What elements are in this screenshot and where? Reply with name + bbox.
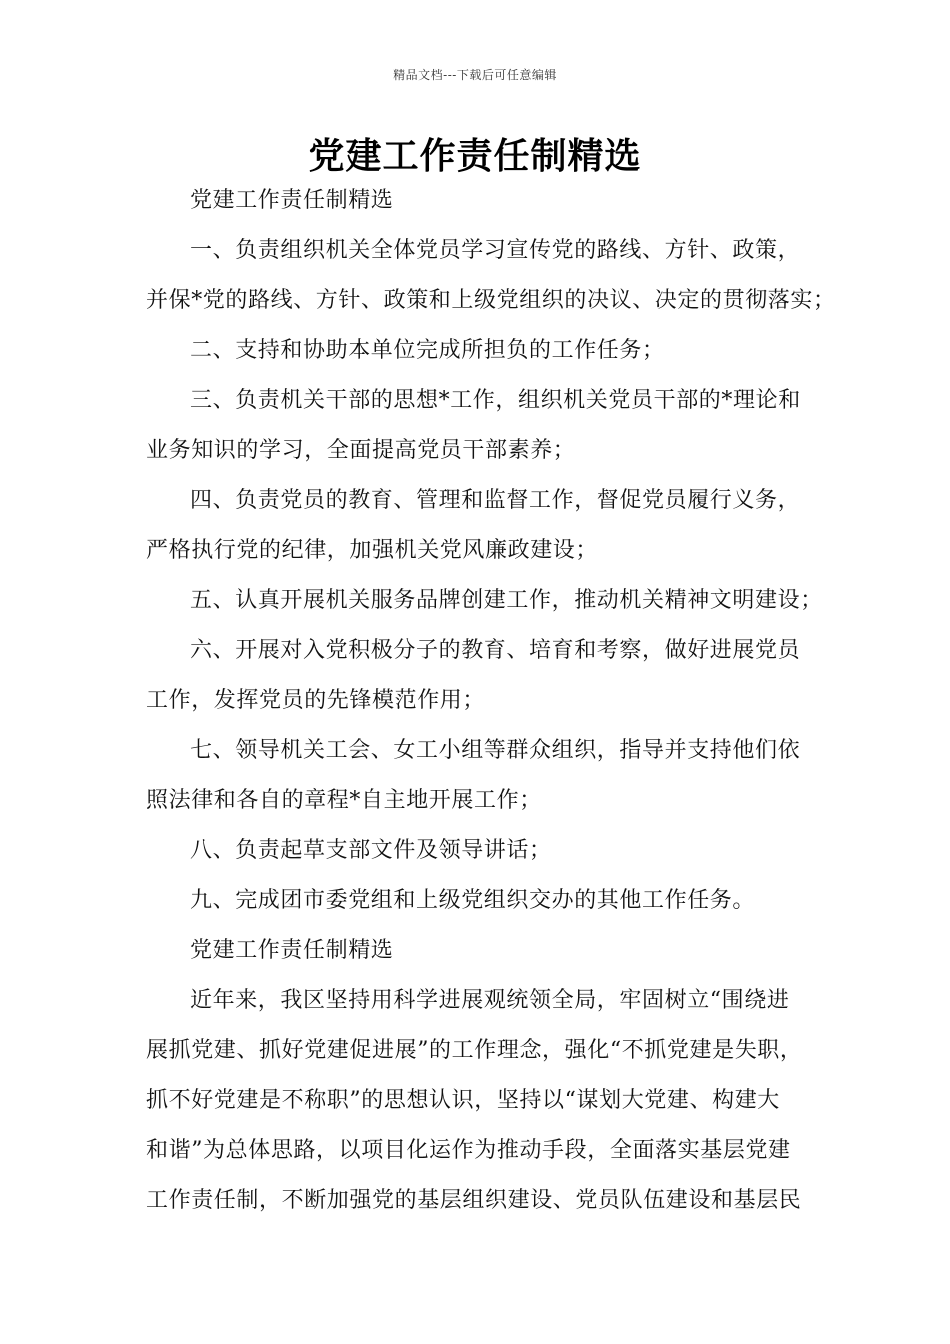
text-line: 展抓党建、抓好党建促进展”的工作理念，强化“不抓党建是失职， bbox=[146, 1038, 803, 1063]
text-line: 二、支持和协助本单位完成所担负的工作任务； bbox=[190, 338, 665, 363]
text-line: 抓不好党建是不称职”的思想认识，坚持以“谋划大党建、构建大 bbox=[146, 1088, 780, 1113]
text-line: 严格执行党的纪律，加强机关党风廉政建设； bbox=[146, 538, 599, 563]
text-line: 工作责任制，不断加强党的基层组织建设、党员队伍建设和基层民 bbox=[146, 1188, 802, 1213]
text-line: 一、负责组织机关全体党员学习宣传党的路线、方针、政策， bbox=[190, 238, 801, 263]
text-line: 并保*党的路线、方针、政策和上级党组织的决议、决定的贯彻落实； bbox=[146, 288, 836, 313]
text-line: 近年来，我区坚持用科学进展观统领全局，牢固树立“围绕进 bbox=[190, 988, 790, 1013]
text-line: 工作，发挥党员的先锋模范作用； bbox=[146, 688, 486, 713]
text-line: 五、认真开展机关服务品牌创建工作，推动机关精神文明建设； bbox=[190, 588, 823, 613]
text-line: 四、负责党员的教育、管理和监督工作，督促党员履行义务， bbox=[190, 488, 801, 513]
text-line: 六、开展对入党积极分子的教育、培育和考察，做好进展党员 bbox=[190, 638, 801, 663]
body-text bbox=[146, 176, 836, 1226]
text-line: 党建工作责任制精选 bbox=[190, 938, 394, 963]
text-line: 八、负责起草支部文件及领导讲话； bbox=[190, 838, 552, 863]
text-line: 党建工作责任制精选 bbox=[190, 188, 394, 213]
text-line: 三、负责机关干部的思想*工作，组织机关党员干部的*理论和 bbox=[190, 388, 801, 413]
header-note: 精品文档---下载后可任意编辑 bbox=[393, 68, 557, 82]
text-line: 和谐”为总体思路，以项目化运作为推动手段，全面落实基层党建 bbox=[146, 1138, 791, 1163]
page-title: 党建工作责任制精选 bbox=[308, 135, 642, 177]
text-line: 照法律和各自的章程*自主地开展工作； bbox=[146, 788, 542, 813]
text-line: 七、领导机关工会、女工小组等群众组织，指导并支持他们依 bbox=[190, 738, 801, 763]
text-line: 九、完成团市委党组和上级党组织交办的其他工作任务。 bbox=[190, 888, 756, 913]
text-line: 业务知识的学习，全面提高党员干部素养； bbox=[146, 438, 576, 463]
